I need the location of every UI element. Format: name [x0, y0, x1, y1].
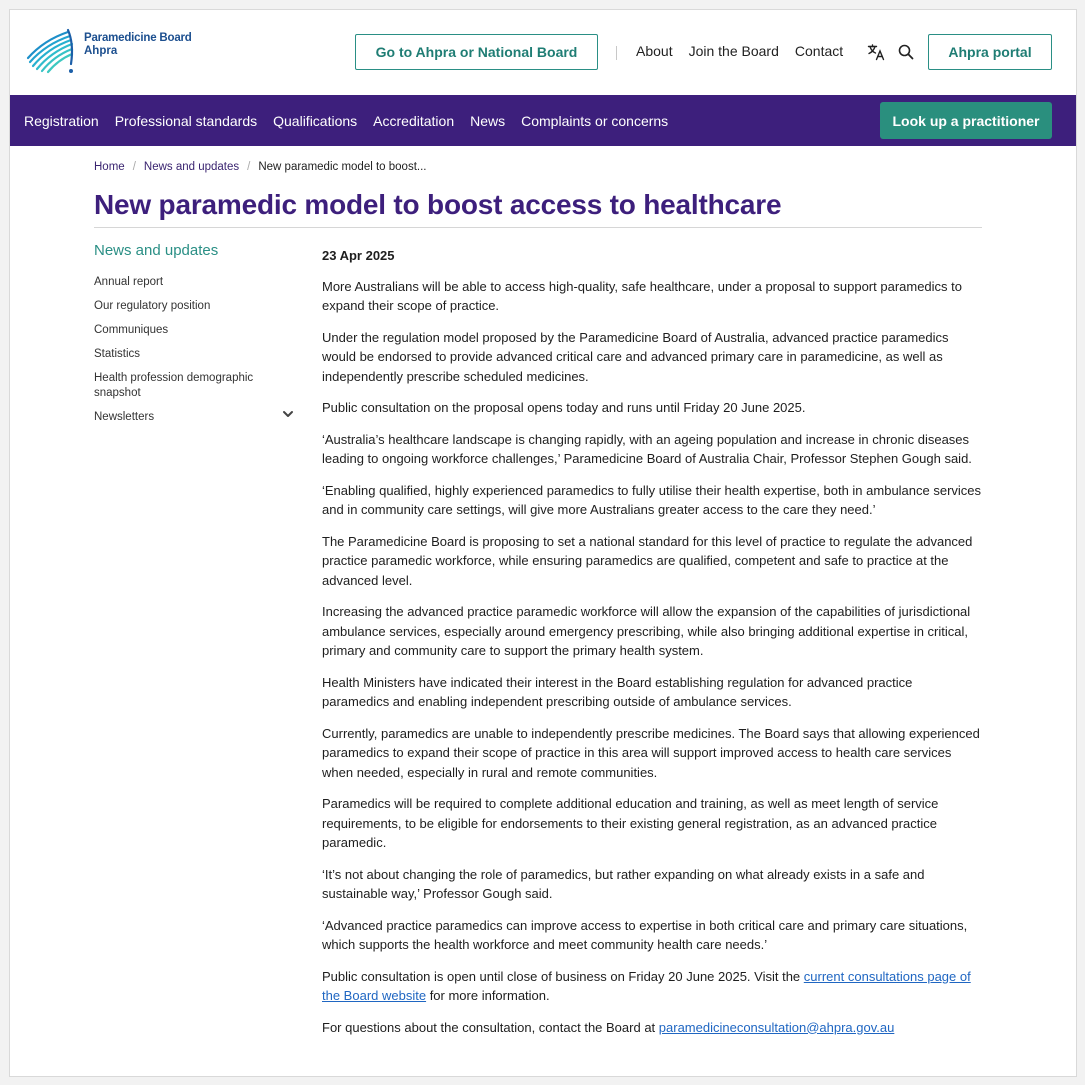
join-the-board-link[interactable]: Join the Board [688, 43, 779, 59]
breadcrumb-news-and-updates[interactable]: News and updates [143, 161, 240, 173]
site-header [10, 10, 1076, 95]
contact-text: For questions about the consultation, contact the Board at [322, 1019, 659, 1035]
sidebar-item-newsletters[interactable] [94, 410, 294, 425]
site-logo[interactable] [24, 26, 192, 76]
article-paragraph: ‘It’s not about changing the role of paramedics, but rather expanding on what already exists in a safe and sustainable way,’ Professor Gough said. [322, 866, 925, 901]
ahpra-portal-button[interactable]: Ahpra portal [928, 34, 1052, 70]
sidebar-item-communiques[interactable]: Communiques [94, 324, 169, 336]
logo-title: Paramedicine Board [84, 32, 192, 44]
page-frame [9, 9, 1077, 1077]
header-divider [616, 46, 617, 60]
breadcrumb [94, 161, 426, 173]
article-date: 23 Apr 2025 [322, 248, 395, 263]
about-link[interactable]: About [636, 43, 673, 59]
sidebar-heading[interactable]: News and updates [94, 242, 219, 259]
article-paragraph: ‘Australia’s healthcare landscape is changing rapidly, with an ageing population and increase in chronic diseases leading to ongoing workforce challenges,’ Paramedicine Board of Australia Chair, Professor Stephen Gough said. [322, 431, 972, 466]
page-title: New paramedic model to boost access to healthcare [94, 189, 782, 220]
paramedicine-logo-icon [24, 26, 80, 76]
breadcrumb-current: New paramedic model to boost... [258, 161, 427, 173]
consultation-email-link[interactable]: paramedicineconsultation@ahpra.gov.au [658, 1019, 895, 1035]
article-paragraph: Currently, paramedics are unable to independently prescribe medicines. The Board says that allowing experienced paramedics to expand their scope of practice in this area will support improved access to health care services when needed, especially in rural and remote communities. [322, 725, 980, 780]
article-paragraph: The Paramedicine Board is proposing to set a national standard for this level of practice to regulate the advanced practice paramedic workforce, while ensuring paramedics are qualified, competent and safe to practice at the advanced level. [322, 533, 973, 588]
sidebar-item-statistics[interactable]: Statistics [94, 348, 141, 360]
sidebar-nav [94, 242, 294, 434]
consultation-text-end: for more information. [426, 988, 550, 1003]
top-links [636, 43, 859, 59]
consultation-text: Public consultation is open until close of business on Friday 20 June 2025. Visit the [322, 968, 804, 984]
article-body [322, 246, 982, 1049]
article-paragraph: ‘Advanced practice paramedics can improve access to expertise in both critical care and primary care situations, which supports the health workforce and meet community health care needs.’ [322, 917, 968, 952]
breadcrumb-separator: / [247, 161, 251, 173]
sidebar-item-demographic-snapshot[interactable]: Health profession demographic snapshot [94, 372, 254, 399]
article-paragraph: Health Ministers have indicated their interest in the Board establishing regulation for advanced practice paramedics and enabling independent prescribing outside of ambulance services. [322, 674, 913, 709]
logo-subtitle: Ahpra [84, 45, 118, 57]
breadcrumb-home[interactable]: Home [94, 161, 125, 173]
search-icon[interactable] [896, 42, 916, 62]
nav-qualifications[interactable]: Qualifications [273, 112, 358, 129]
go-to-national-board-button[interactable]: Go to Ahpra or National Board [355, 34, 598, 70]
consultation-paragraph [322, 967, 982, 1006]
article-paragraph: ‘Enabling qualified, highly experienced paramedics to fully utilise their health expertise, both in ambulance services and in community care settings, will give more Australians greater access to the care they need.’ [322, 482, 982, 517]
title-divider [94, 227, 982, 228]
sidebar-item-regulatory-position[interactable]: Our regulatory position [94, 300, 211, 312]
breadcrumb-separator: / [132, 161, 136, 173]
sidebar-item-label: Newsletters [94, 411, 155, 423]
nav-professional-standards[interactable]: Professional standards [114, 112, 258, 129]
article-paragraph: More Australians will be able to access high-quality, safe healthcare, under a proposal to support paramedics to expand their scope of practice. [322, 278, 963, 313]
contact-paragraph [322, 1018, 982, 1038]
nav-news[interactable]: News [470, 112, 506, 129]
nav-registration[interactable]: Registration [24, 112, 99, 129]
contact-link[interactable]: Contact [794, 43, 844, 59]
article-paragraph: Increasing the advanced practice paramedic workforce will allow the expansion of the capabilities of jurisdictional ambulance services, especially around emergency prescribing, while also bringing additional expertise in critical, primary and community care to support the primary health system. [322, 604, 971, 658]
nav-accreditation[interactable]: Accreditation [373, 112, 455, 129]
look-up-practitioner-button[interactable]: Look up a practitioner [880, 102, 1052, 139]
chevron-down-icon[interactable] [282, 408, 294, 425]
article-paragraph: Public consultation on the proposal opens today and runs until Friday 20 June 2025. [322, 400, 806, 415]
article-paragraph: Paramedics will be required to complete additional education and training, as well as meet length of service requirements, to be eligible for endorsements to their existing general registration, as an advanced practice paramedic. [322, 796, 939, 850]
nav-complaints-or-concerns[interactable]: Complaints or concerns [521, 112, 669, 129]
main-navigation [10, 95, 1077, 146]
consultations-page-link[interactable]: current consultations page of the Board website [322, 968, 971, 1003]
article-paragraph: Under the regulation model proposed by the Paramedicine Board of Australia, advanced practice paramedics would be endorsed to provide advanced critical care and advanced primary care in paramedicine, as well as independently prescribe scheduled medicines. [322, 329, 949, 384]
translate-icon[interactable] [866, 42, 886, 62]
sidebar-item-annual-report[interactable]: Annual report [94, 276, 164, 288]
